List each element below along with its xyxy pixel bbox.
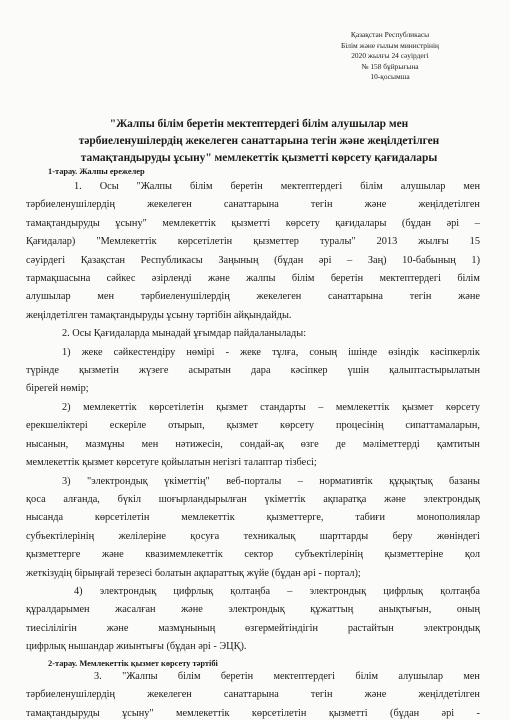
body-line: алушылар мен тәрбиеленушілердің жекелеген санаттарына тегін және (26, 291, 480, 303)
body-line: қоса алғанда, бүкіл шоғырландырылған үкіметтік ақпаратқа және электрондық (26, 493, 480, 505)
body-line: 3) "электрондық үкіметтің" веб-порталы – нормативтік құқықтық базаны (62, 475, 480, 487)
body-line: 2. Осы Қағидаларда мынадай ұғымдар пайдаланылады: (62, 328, 307, 340)
body-line: сәуірдегі Қазақстан Республикасы Заңының (бұдан әрі – Заң) 10-бабының 1) (26, 254, 480, 266)
approval-line: 2020 жылғы 24 сәуірдегі (351, 51, 429, 61)
approval-line: Білім және ғылым министрінің (340, 40, 440, 50)
chapter-2-heading: 2-тарау. Мемлекеттік қызмет көрсету тәртібі (48, 659, 218, 668)
body-line: нысанда көрсетілетін мемлекеттік қызметтерге, табиғи монополиялар (26, 512, 480, 524)
body-line: қызметтерге және квазимемлекеттік сектор субъектілерінің қызметтеріне қол (26, 549, 480, 561)
body-line: 2) мемлекеттік көрсетілетін қызмет стандарты – мемлекеттік қызмет көрсету (62, 401, 480, 413)
body-line: 1) жеке сәйкестендіру нөмірі - жеке тұлға, соның ішінде өзіндік кәсіпкерлік (62, 346, 480, 358)
body-line: тамақтандыруды ұсыну" мемлекеттік көрсетілетін қызметті (бұдан әрі - (26, 707, 480, 719)
body-line: түрінде қызметін жүзеге асыратын дара кәсіпкер үшін қалыптастырылатын (26, 365, 480, 377)
body-line: бірегей нөмір; (26, 383, 89, 395)
body-line: тиесілілігін және мазмұнының өзгермейтіндігін растайтын электрондық (26, 622, 480, 634)
chapter-1-heading: 1-тарау. Жалпы ережелер (48, 167, 145, 176)
body-line: құралдарымен жасалған және электрондық құжаттың анықтығын, оның (26, 604, 480, 616)
body-line: жеңілдетілген тамақтандыруды ұсыну тәртібін айқындайды. (26, 309, 292, 321)
body-line: 3. "Жалпы білім беретін мектептердегі білім алушылар мен (94, 671, 480, 682)
body-line: тәрбиеленушілердің жекелеген санаттарына тегін және жеңілдетілген (26, 199, 480, 211)
body-text-block-1 (26, 178, 480, 657)
approval-line: 10-қосымша (370, 72, 410, 82)
title-line: "Жалпы білім беретін мектептердегі білім алушылар мен (109, 118, 409, 130)
approval-stamp-block (300, 30, 480, 83)
body-line: тәрбиеленушілердің жекелеген санаттарына тегін және жеңілдетілген (26, 689, 480, 701)
body-line: тармақшасына сәйкес әзірленді және жалпы білім беретін мектептердегі білім (26, 273, 480, 285)
body-line: цифрлық нышандар жиынтығы (бұдан әрі - ЭЦҚ). (26, 641, 247, 653)
title-line: тамақтандыруды ұсыну" мемлекеттік қызметті көрсету қағидалары (80, 152, 438, 164)
title-line: тәрбиеленушілердің жекелеген санаттарына тегін және жеңілдетілген (78, 135, 440, 147)
body-line: нысанын, мазмұны мен нәтижесін, сондай-ақ өзге де мәліметтерді қамтитын (26, 438, 480, 450)
body-line: 4) электрондық цифрлық қолтаңба – электрондық цифрлық қолтаңба (74, 585, 480, 597)
body-line: тамақтандыруды ұсыну" мемлекеттік қызметті көрсету қағидалары (бұдан әрі – (26, 217, 480, 229)
body-line: 1. Осы "Жалпы білім беретін мектептердегі білім алушылар мен (74, 181, 480, 192)
document-title (24, 116, 494, 167)
body-line: жеткізудің бірыңғай терезесі болатын ақпараттық жүйе (бұдан әрі - портал); (26, 567, 361, 579)
approval-line: Қазақстан Республикасы (350, 30, 430, 39)
body-line: ерекшеліктері ескеріле отырып, қызмет көрсету процесінің сипаттамаларын, (26, 420, 480, 432)
body-line: субъектілерінің желілеріне қосуға техникалық шарттарды беру жөніндегі (26, 530, 480, 542)
body-line: мемлекеттік қызмет көрсетуге қойылатын негізгі талаптар тізбесі; (26, 457, 317, 469)
approval-line: № 158 бұйрығына (361, 61, 419, 71)
body-line: Қағидалар) "Мемлекеттік көрсетілетін қызметтер туралы" 2013 жылғы 15 (26, 236, 480, 248)
body-text-block-2 (26, 668, 480, 723)
